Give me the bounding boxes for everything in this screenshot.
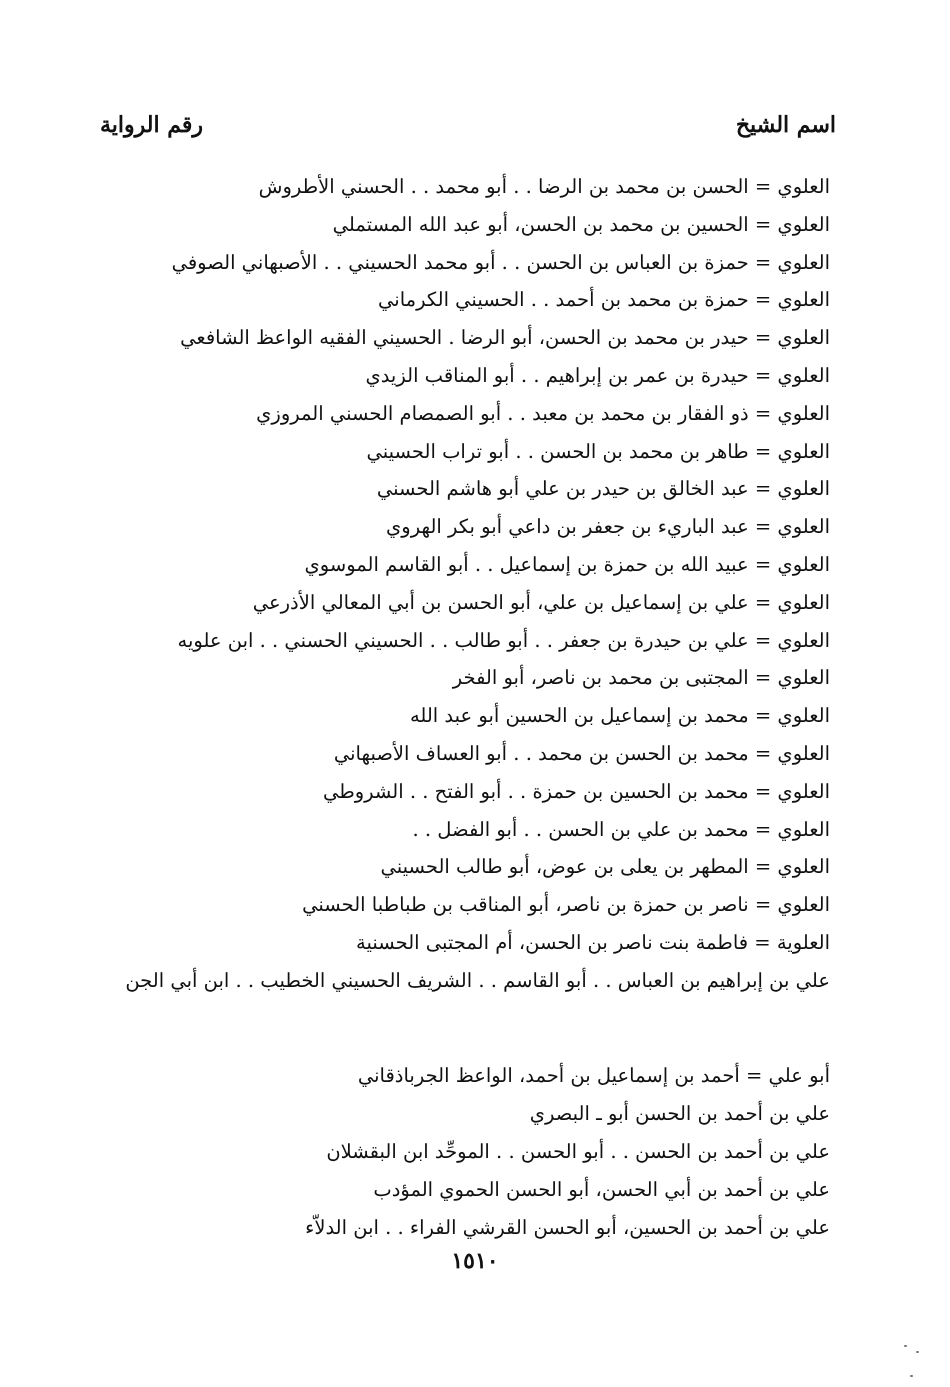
entry-text: العلوي = ناصر بن حمزة بن ناصر، أبو المناقب بن طباطبا الحسني bbox=[302, 893, 830, 917]
entry-row bbox=[110, 811, 830, 849]
entry-text: علي بن أحمد بن الحسين، أبو الحسن القرشي الفراء . . ابن الدلاّء bbox=[305, 1215, 830, 1239]
narration-number-header: رقم الرواية bbox=[100, 112, 204, 138]
entry-row bbox=[110, 659, 830, 697]
entry-text: العلوي = عبد الخالق بن حيدر بن علي أبو هاشم الحسني bbox=[376, 477, 830, 501]
entry-text: علي بن أحمد بن الحسن أبو ـ البصري bbox=[529, 1102, 830, 1126]
entry-row bbox=[110, 962, 830, 1000]
entry-text: العلوي = عبيد الله بن حمزة بن إسماعيل . . أبو القاسم الموسوي bbox=[304, 552, 830, 576]
entry-row bbox=[110, 244, 830, 282]
entry-text: العلوي = المجتبى بن محمد بن ناصر، أبو الفخر bbox=[452, 666, 830, 690]
entry-row bbox=[110, 773, 830, 811]
entry-row bbox=[110, 319, 830, 357]
entry-text: العلوي = المطهر بن يعلى بن عوض، أبو طالب الحسيني bbox=[380, 855, 830, 879]
entry-row bbox=[110, 1209, 830, 1247]
entry-row bbox=[110, 1095, 830, 1133]
entry-text: العلوي = محمد بن الحسين بن حمزة . . أبو الفتح . . الشروطي bbox=[322, 779, 830, 803]
entry-text: العلوي = الحسن بن محمد بن الرضا . . أبو محمد . . الحسني الأطروش bbox=[258, 175, 830, 198]
entry-row bbox=[110, 1171, 830, 1209]
entry-row bbox=[110, 508, 830, 546]
entry-row bbox=[110, 357, 830, 395]
entry-row bbox=[110, 924, 830, 962]
entry-text: العلوي = محمد بن إسماعيل بن الحسين أبو عبد الله bbox=[409, 704, 830, 728]
entry-text: أبو علي = أحمد بن إسماعيل بن أحمد، الواعظ الجرباذقاني bbox=[357, 1064, 830, 1088]
entry-text: العلوية = فاطمة بنت ناصر بن الحسن، أم المجتبى الحسنية bbox=[355, 930, 830, 954]
entry-row bbox=[110, 622, 830, 660]
entry-text: علي بن أحمد بن الحسن . . أبو الحسن . . الموحِّد ابن البقشلان bbox=[326, 1139, 830, 1163]
entry-row bbox=[110, 546, 830, 584]
entry-row bbox=[110, 1133, 830, 1171]
entry-row bbox=[110, 168, 830, 206]
entry-text: العلوي = حمزة بن محمد بن أحمد . . الحسيني الكرماني bbox=[378, 288, 830, 312]
entry-text: علي بن أحمد بن أبي الحسن، أبو الحسن الحموي المؤدب bbox=[373, 1177, 830, 1201]
entry-row-continuation bbox=[110, 1000, 830, 1038]
entry-row bbox=[110, 735, 830, 773]
entry-text: العلوي = طاهر بن محمد بن الحسن . . أبو تراب الحسيني bbox=[366, 439, 830, 463]
entry-text: العلوي = علي بن حيدرة بن جعفر . . أبو طالب . . الحسيني الحسني . . ابن علويه bbox=[177, 628, 830, 652]
entry-text: العلوي = الحسين بن محمد بن الحسن، أبو عبد الله المستملي bbox=[332, 212, 830, 236]
entry-row bbox=[110, 886, 830, 924]
scan-specks bbox=[902, 1345, 932, 1385]
entry-row bbox=[110, 206, 830, 244]
entry-text: العلوي = حمزة بن العباس بن الحسن . . أبو محمد الحسيني . . الأصبهاني الصوفي bbox=[171, 250, 830, 274]
entry-row bbox=[110, 584, 830, 622]
entry-row bbox=[110, 470, 830, 508]
entry-text: العلوي = حيدرة بن عمر بن إبراهيم . . أبو المناقب الزيدي bbox=[365, 363, 830, 387]
entry-text: العلوي = محمد بن علي بن الحسن . . أبو الفضل . . bbox=[412, 817, 830, 841]
entry-text: العلوي = علي بن إسماعيل بن علي، أبو الحسن بن أبي المعالي الأذرعي bbox=[252, 590, 830, 614]
entry-row bbox=[110, 1057, 830, 1095]
entry-text: العلوي = عبد الباريء بن جعفر بن داعي أبو بكر الهروي bbox=[386, 515, 830, 539]
entry-row bbox=[110, 848, 830, 886]
entry-text: العلوي = ذو الفقار بن محمد بن معبد . . أبو الصمصام الحسني المروزي bbox=[256, 401, 830, 425]
entry-text: علي بن إبراهيم بن العباس . . أبو القاسم . . الشريف الحسيني الخطيب . . ابن أبي الجن bbox=[125, 968, 830, 992]
entry-text: العلوي = حيدر بن محمد بن الحسن، أبو الرضا . الحسيني الفقيه الواعظ الشافعي bbox=[180, 326, 830, 350]
entry-text: العلوي = محمد بن الحسن بن محمد . . أبو العساف الأصبهاني bbox=[333, 741, 830, 765]
entry-row bbox=[110, 433, 830, 471]
entry-row bbox=[110, 281, 830, 319]
section-gap bbox=[110, 1037, 830, 1057]
sheikh-name-header: اسم الشيخ bbox=[735, 112, 836, 138]
entries-list bbox=[110, 168, 830, 1246]
page-number: ١٥١٠ bbox=[451, 1248, 499, 1274]
entry-row bbox=[110, 697, 830, 735]
entry-row bbox=[110, 395, 830, 433]
